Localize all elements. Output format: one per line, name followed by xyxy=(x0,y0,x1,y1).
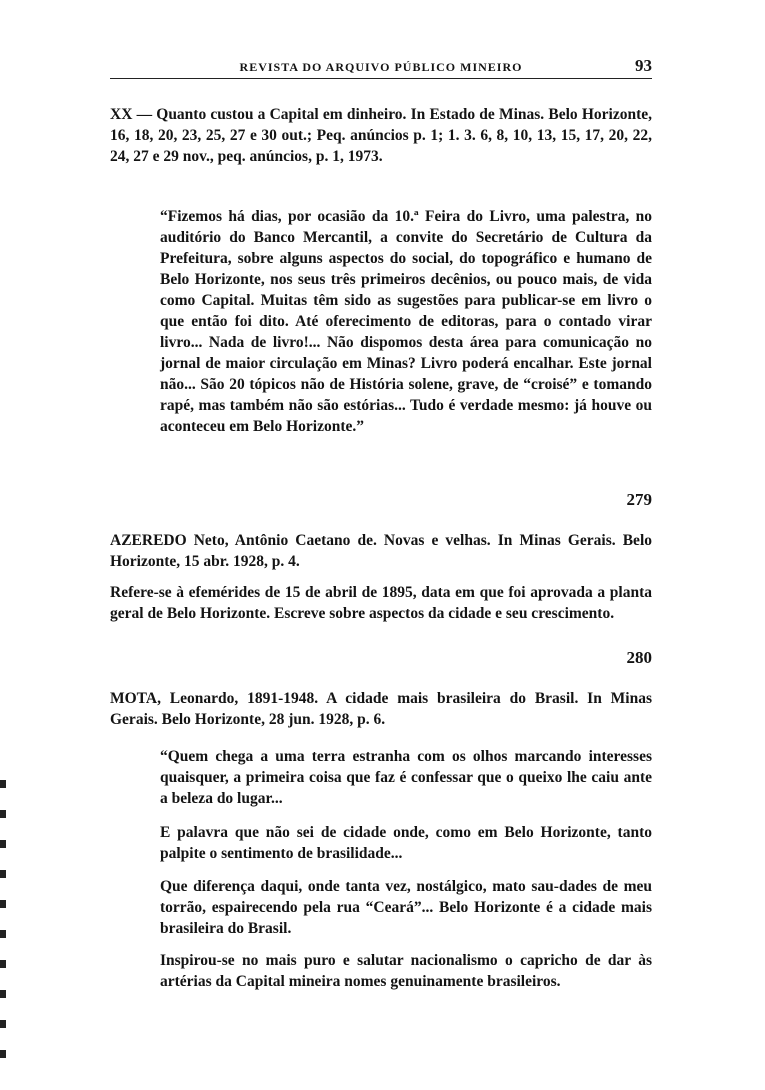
entry-quote: E palavra que não sei de cidade onde, como em Belo Horizonte, tanto palpite o sentimento de brasilidade... xyxy=(160,824,652,862)
entry-quote: Inspirou-se no mais puro e salutar nacionalismo o capricho de dar às artérias da Capital mineira nomes genuinamente brasileiros. xyxy=(160,952,652,990)
entry-abstract: Refere-se à efemérides de 15 de abril de 1895, data em que foi aprovada a planta geral de Belo Horizonte. Escreve sobre aspectos da cidade e seu crescimento. xyxy=(110,584,652,622)
entry-citation: MOTA, Leonardo, 1891-1948. A cidade mais brasileira do Brasil. In Minas Gerais. Belo Horizonte, 28 jun. 1928, p. 6. xyxy=(110,690,652,728)
entry-citation: AZEREDO Neto, Antônio Caetano de. Novas e velhas. In Minas Gerais. Belo Horizonte, 15 abr. 1928, p. 4. xyxy=(110,532,652,570)
page-header xyxy=(110,56,652,79)
entry-citation: XX — Quanto custou a Capital em dinheiro. In Estado de Minas. Belo Horizonte, 16, 18, 20, 23, 25, 27 e 30 out.; Peq. anúncios p. 1; 1. 3. 6, 8, 10, 13, 15, 17, 20, 22, 24, 27 e 29 nov., peq. anúncios, p. 1, 1973. xyxy=(110,106,652,165)
entry-number: 280 xyxy=(626,648,652,667)
binding-edge xyxy=(0,780,6,1080)
page-number: 93 xyxy=(635,56,652,75)
entry-number: 279 xyxy=(626,490,652,509)
entry-quote: “Quem chega a uma terra estranha com os olhos marcando interesses quaisquer, a primeira coisa que faz é confessar que o queixo lhe caiu ante a beleza do lugar... xyxy=(160,748,652,807)
entry-quote: Que diferença daqui, onde tanta vez, nostálgico, mato sau-dades de meu torrão, espairecendo pela rua “Ceará”... Belo Horizonte é a cidade mais brasileira do Brasil. xyxy=(160,878,652,937)
running-head: REVISTA DO ARQUIVO PÚBLICO MINEIRO xyxy=(239,60,523,74)
entry-quote: “Fizemos há dias, por ocasião da 10.ª Feira do Livro, uma palestra, no auditório do Banco Mercantil, a convite do Secretário de Cultura da Prefeitura, sobre alguns aspectos do social, do topográfico e humano de Belo Horizonte, nos seus três primeiros decênios, ou pouco mais, de vida como Capital. Muitas têm sido as sugestões para publicar-se em livro o que então foi dito. Até oferecimento de editoras, para o contado virar livro... Nada de livro!... Não dispomos desta área para comunicação no jornal de maior circulação em Minas? Livro poderá encalhar. Este jornal não... São 20 tópicos não de História solene, grave, de “croisé” e tomando rapé, mas também não são estórias... Tudo é verdade mesmo: já houve ou aconteceu em Belo Horizonte.” xyxy=(160,208,652,435)
